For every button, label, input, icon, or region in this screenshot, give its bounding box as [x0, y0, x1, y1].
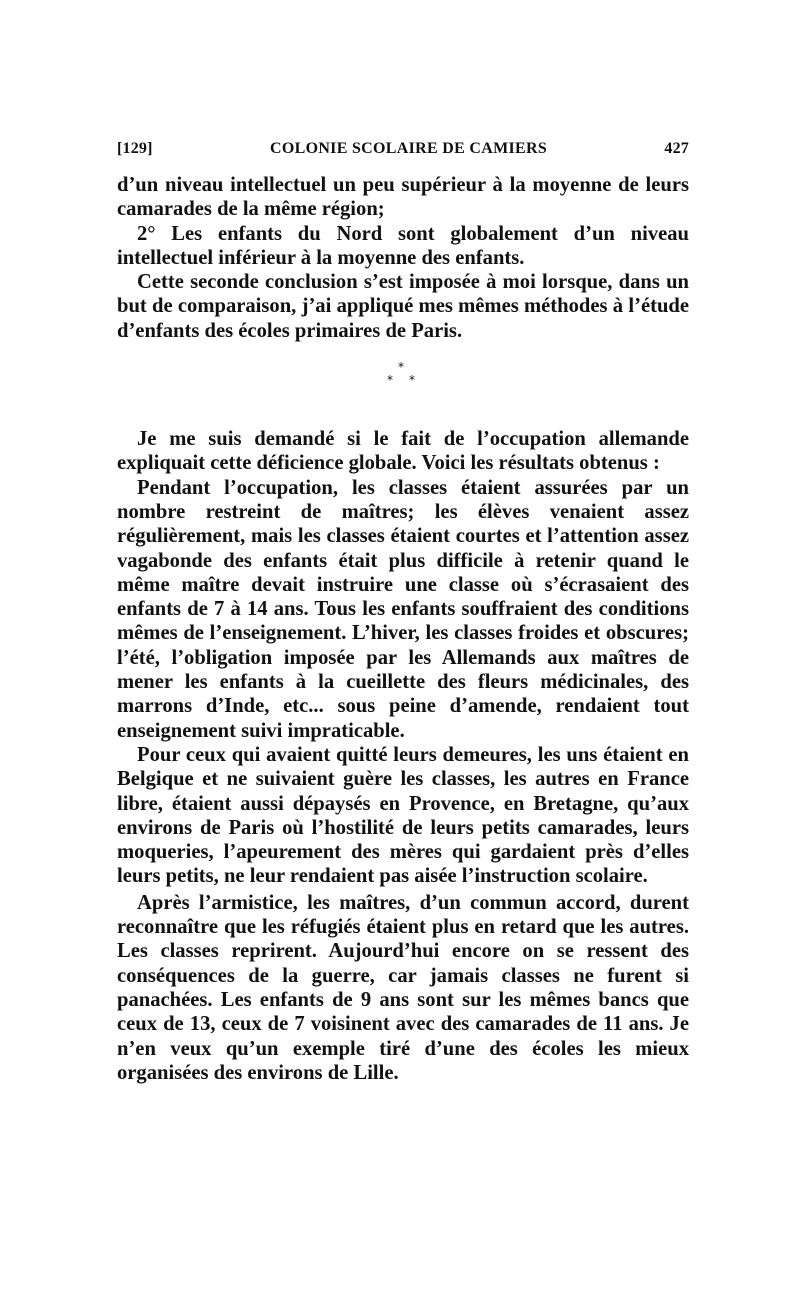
paragraph-comparison: Cette seconde conclusion s’est imposée à moi lorsque, dans un but de comparaison, j’ai appliqué mes mêmes méthodes à l’étude d’enfants des écoles primaires de Paris. — [117, 271, 689, 342]
paragraph-continuation: d’un niveau intellectuel un peu supérieur à la moyenne de leurs camarades de la même région; — [117, 174, 689, 221]
asterism-separator — [117, 357, 689, 415]
running-title: COLONIE SCOLAIRE DE CAMIERS — [270, 140, 548, 157]
paragraph-armistice: Après l’armistice, les maîtres, d’un commun accord, durent reconnaître que les réfugiés étaient plus en retard que les autres. Les classes reprirent. Aujourd’hui encore on se ressent des conséquences de la guerre, car jamais classes ne furent si panachées. Les enfants de 9 ans sont sur les mêmes bancs que ceux de 13, ceux de 7 voisinent avec des camarades de 11 ans. Je n’en veux qu’un exemple tiré d’une des écoles les mieux organisées des environs de Lille. — [117, 891, 689, 1084]
asterism-star: * — [398, 360, 404, 375]
paragraph-occupation: Pendant l’occupation, les classes étaient assurées par un nombre restreint de maîtres; les élèves venaient assez régulièrement, mais les classes étaient courtes et l’attention assez vagabonde des enfants était plus difficile à retenir quand le même maître devait instruire une classe où s’écrasaient des enfants de 7 à 14 ans. Tous les enfants souffraient des conditions mêmes de l’enseignement. L’hiver, les classes froides et obscures; l’été, l’obligation imposée par les Allemands aux maîtres de mener les enfants à la cueillette des fleurs médicinales, des marrons d’Inde, etc... sous peine d’amende, rendaient tout enseignement suivi impraticable. — [117, 476, 689, 742]
asterism-star: * — [409, 373, 415, 388]
asterism-star: * — [387, 373, 393, 388]
paragraph-conclusion-2: 2° Les enfants du Nord sont globalement d’un niveau intellectuel inférieur à la moyenne des enfants. — [117, 222, 689, 269]
running-header — [117, 140, 689, 158]
page-number: 427 — [664, 140, 689, 157]
section-marker: [129] — [117, 140, 153, 157]
paragraph-refugees: Pour ceux qui avaient quitté leurs demeures, les uns étaient en Belgique et ne suivaient guère les classes, les autres en France libre, étaient aussi dépaysés en Provence, en Bretagne, qu’aux environs de Paris où l’hostilité de leurs petits camarades, leurs moqueries, l’apeurement des mères qui gardaient près d’elles leurs petits, ne leur rendaient pas aisée l’instruction scolaire. — [117, 743, 689, 888]
paragraph-question: Je me suis demandé si le fait de l’occupation allemande expliquait cette déficience globale. Voici les résultats obtenus : — [117, 428, 689, 475]
book-page — [117, 140, 689, 1085]
